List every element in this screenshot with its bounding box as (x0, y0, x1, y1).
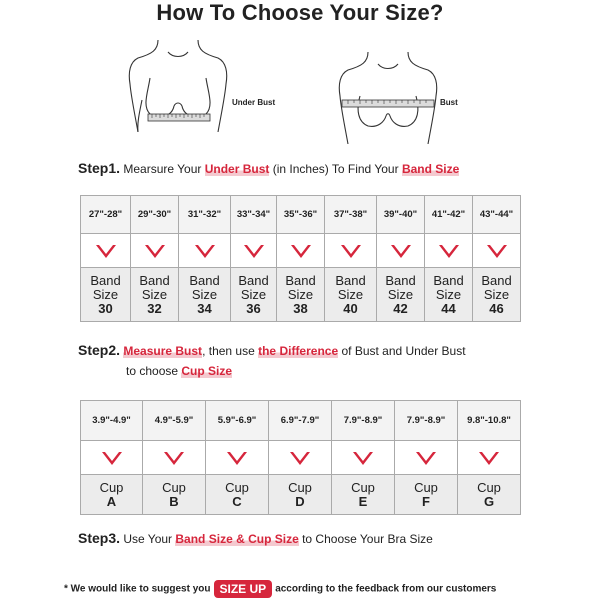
band-size-cell: Band Size 34 (179, 268, 231, 322)
cup-range-cell: 7.9"-8.9" (332, 401, 395, 441)
chevron-down-icon (352, 449, 374, 467)
band-size-cell: Band Size 30 (81, 268, 131, 322)
chevron-down-icon (486, 242, 508, 260)
band-range-cell: 31"-32" (179, 196, 231, 234)
chevron-down-icon (289, 449, 311, 467)
cup-range-cell: 5.9"-6.9" (206, 401, 269, 441)
chevron-down-icon (144, 242, 166, 260)
chevron-down-icon (163, 449, 185, 467)
bust-illustration (338, 52, 438, 144)
cup-size-cell: Cup B (143, 475, 206, 515)
step3-instruction (78, 528, 433, 549)
chevron-down-icon (340, 242, 362, 260)
band-size-cell: Band Size 44 (425, 268, 473, 322)
band-size-cell: Band Size 42 (377, 268, 425, 322)
step1-highlight-under-bust: Under Bust (204, 162, 270, 176)
step2-text-3: to choose (126, 364, 182, 378)
band-size-cell: Band Size 40 (325, 268, 377, 322)
chevron-down-icon (478, 449, 500, 467)
cup-size-cell: Cup C (206, 475, 269, 515)
note-text-1: * We would like to suggest you (64, 583, 211, 595)
page-title: How To Choose Your Size? (156, 0, 444, 25)
size-up-badge: SIZE UP (214, 580, 273, 598)
cup-size-cell: Cup E (332, 475, 395, 515)
step1-instruction (78, 158, 459, 179)
size-up-note (64, 580, 496, 598)
step3-highlight-band-cup: Band Size & Cup Size (175, 532, 299, 546)
step1-highlight-band-size: Band Size (401, 162, 460, 176)
cup-size-cell: Cup D (269, 475, 332, 515)
band-range-cell: 37"-38" (325, 196, 377, 234)
step2-highlight-difference: the Difference (258, 344, 339, 358)
step1-text-2: (in Inches) To Find Your (269, 162, 402, 176)
band-range-cell: 29"-30" (131, 196, 179, 234)
step1-text-1: Mearsure Your (120, 162, 205, 176)
step2-text-2: of Bust and Under Bust (338, 344, 466, 358)
band-size-cell: Band Size 36 (231, 268, 277, 322)
chevron-down-icon (95, 242, 117, 260)
step3-text-1: Use Your (120, 532, 176, 546)
band-range-cell: 35"-36" (277, 196, 325, 234)
band-range-cell: 33"-34" (231, 196, 277, 234)
step1-number: Step1. (78, 160, 121, 176)
step3-number: Step3. (78, 530, 121, 546)
band-range-cell: 39"-40" (377, 196, 425, 234)
cup-range-cell: 9.8"-10.8" (458, 401, 521, 441)
step2-instruction (78, 340, 466, 381)
band-size-cell: Band Size 46 (473, 268, 521, 322)
note-text-2: according to the feedback from our customers (275, 583, 497, 595)
cup-size-cell: Cup F (395, 475, 458, 515)
band-range-cell: 43"-44" (473, 196, 521, 234)
cup-range-cell: 6.9"-7.9" (269, 401, 332, 441)
chevron-down-icon (194, 242, 216, 260)
under-bust-illustration (128, 40, 228, 132)
cup-range-cell: 4.9"-5.9" (143, 401, 206, 441)
step3-text-2: to Choose Your Bra Size (298, 532, 433, 546)
under-bust-label: Under Bust (232, 98, 276, 107)
step2-text-1: , then use (202, 344, 259, 358)
band-size-cell: Band Size 38 (277, 268, 325, 322)
chevron-down-icon (438, 242, 460, 260)
cup-size-table (80, 400, 521, 515)
cup-range-cell: 3.9"-4.9" (81, 401, 143, 441)
chevron-down-icon (226, 449, 248, 467)
cup-size-cell: Cup G (458, 475, 521, 515)
chevron-down-icon (101, 449, 123, 467)
band-size-table (80, 195, 521, 322)
cup-size-cell: Cup A (81, 475, 143, 515)
band-size-cell: Band Size 32 (131, 268, 179, 322)
chevron-down-icon (415, 449, 437, 467)
cup-range-cell: 7.9"-8.9" (395, 401, 458, 441)
step2-number: Step2. (78, 342, 121, 358)
chevron-down-icon (290, 242, 312, 260)
band-range-cell: 27"-28" (81, 196, 131, 234)
band-range-cell: 41"-42" (425, 196, 473, 234)
chevron-down-icon (243, 242, 265, 260)
bust-label: Bust (440, 98, 458, 107)
chevron-down-icon (390, 242, 412, 260)
step2-highlight-cup-size: Cup Size (181, 364, 233, 378)
step2-highlight-measure-bust: Measure Bust (123, 344, 203, 358)
